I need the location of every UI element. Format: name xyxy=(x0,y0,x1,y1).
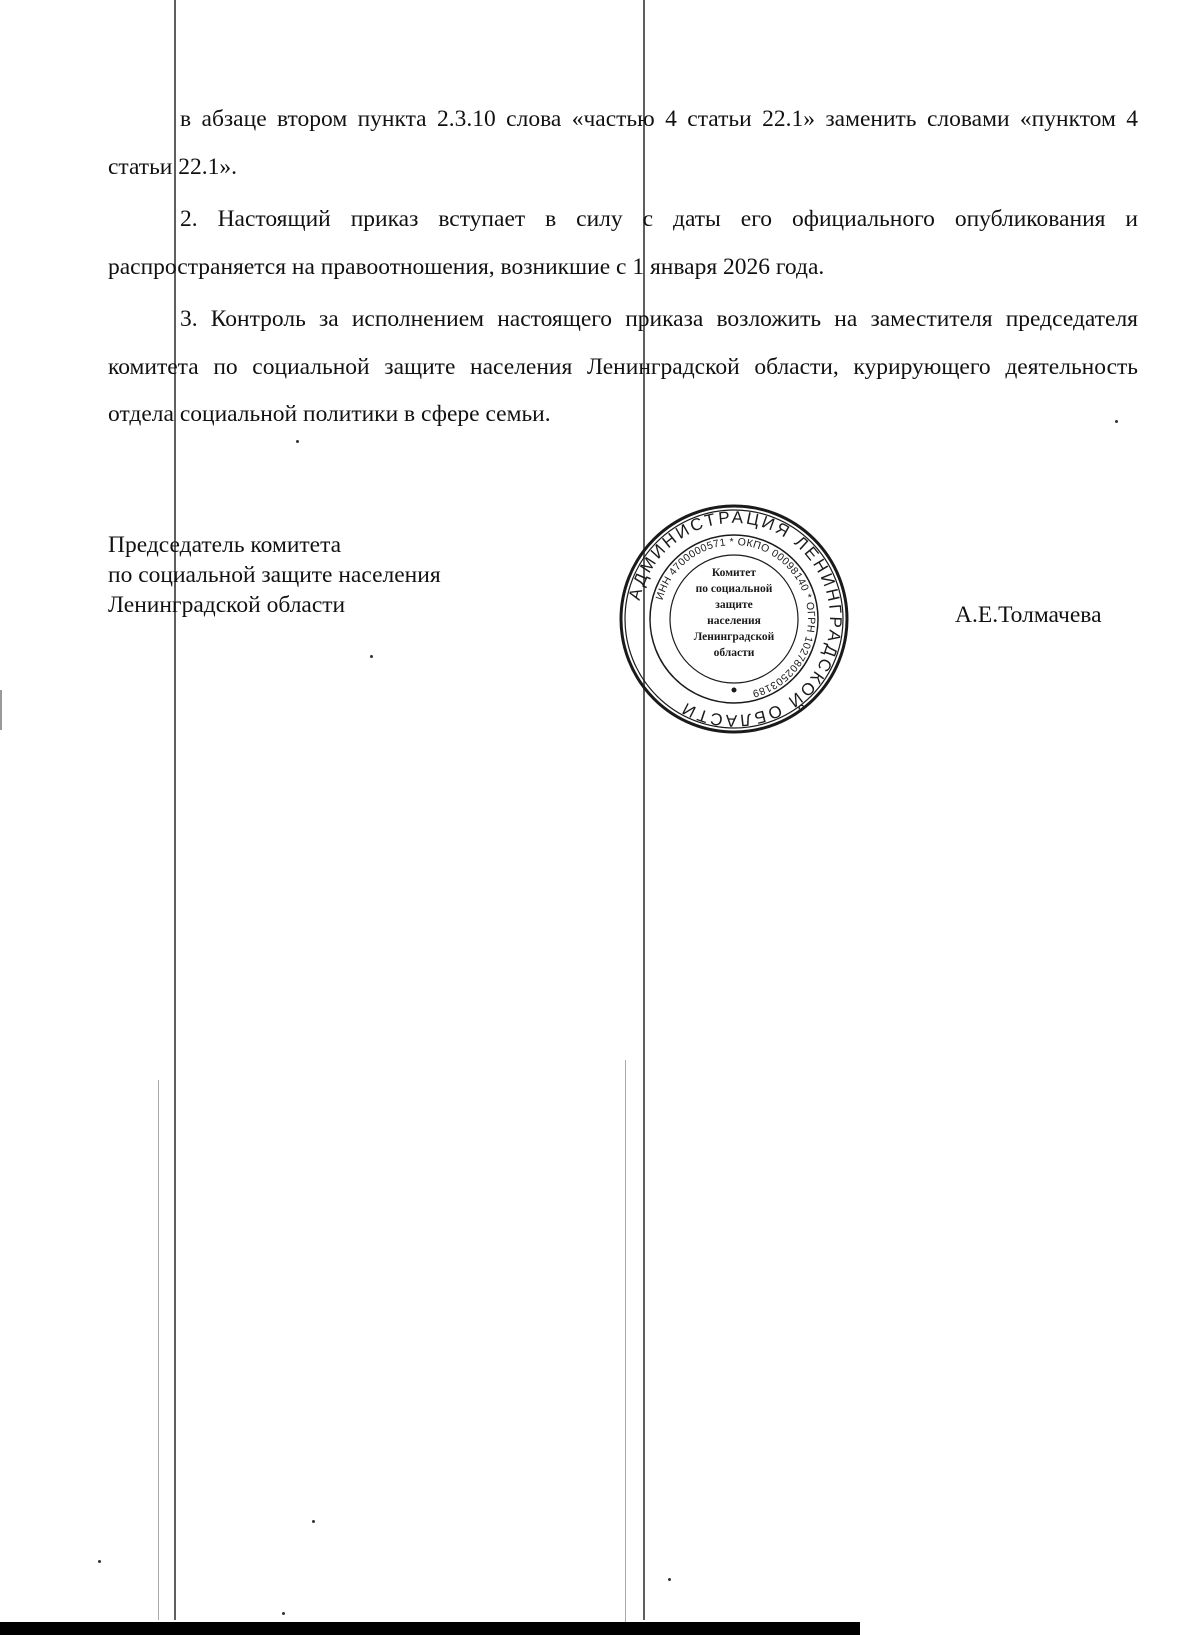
seal-center-line: области xyxy=(713,647,755,659)
scan-bottom-edge xyxy=(0,1622,860,1635)
position-line: Ленинградской области xyxy=(108,592,346,618)
scan-artifact-line xyxy=(158,1080,159,1620)
seal-inner-text: ИНН 4700000571 * ОКПО 00098140 * ОГРН 1027802503189 xyxy=(653,535,818,700)
seal-center-line: защите xyxy=(715,599,753,611)
position-line: по социальной защите населения xyxy=(108,562,441,588)
signatory-position xyxy=(108,530,441,620)
seal-star-mark xyxy=(732,688,737,693)
paragraph-control: 3. Контроль за исполнением настоящего приказа возложить на заместителя председателя комитета по социальной защите населения Ленинградской области, курирующего деятельность отдела социальной политики в сфере семьи. xyxy=(108,306,1138,427)
seal-center-line: населения xyxy=(707,615,761,627)
position-line: Председатель комитета xyxy=(108,532,342,558)
scan-speck xyxy=(312,1520,315,1523)
document-body xyxy=(108,96,1138,444)
scan-speck xyxy=(370,655,373,658)
paragraph-amendment: в абзаце втором пункта 2.3.10 слова «частью 4 статьи 22.1» заменить словами «пунктом 4 статьи 22.1». xyxy=(108,106,1138,180)
seal-center-line: Ленинградской xyxy=(693,631,775,643)
seal-center-line: Комитет xyxy=(711,567,757,579)
signer-name: А.Е.Толмачева xyxy=(955,602,1102,628)
seal-outer-text: АДМИНИСТРАЦИЯ ЛЕНИНГРАДСКОЙ ОБЛАСТИ xyxy=(624,507,846,731)
scan-speck xyxy=(98,1560,101,1563)
paragraph-effective-date: 2. Настоящий приказ вступает в силу с даты его официального опубликования и распространяется на правоотношения, возникшие с 1 января 2026 года. xyxy=(108,206,1138,280)
scan-artifact-line xyxy=(625,1060,626,1630)
scan-speck xyxy=(668,1578,671,1581)
scan-edge-mark xyxy=(0,690,2,730)
official-seal xyxy=(617,502,851,736)
scan-speck xyxy=(282,1612,285,1615)
seal-center-line: по социальной xyxy=(695,583,773,595)
